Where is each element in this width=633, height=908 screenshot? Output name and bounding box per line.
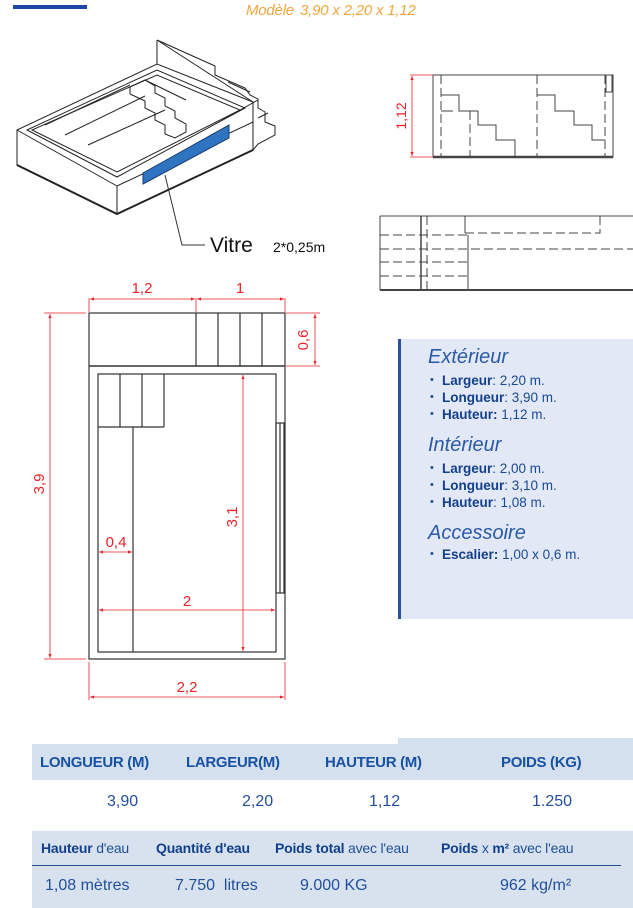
dimensions-table-row — [32, 780, 633, 824]
water-table-header — [32, 831, 621, 866]
value-weight: 1.250 — [532, 793, 573, 810]
exterior-title: Extérieur — [428, 346, 509, 368]
spec-item: • Largeur: 2,20 m. — [430, 372, 633, 389]
dim-total-width: 2,2 — [176, 679, 198, 696]
header-length: LONGUEUR (M) — [40, 753, 149, 771]
model-dimensions: 3,90 x 2,20 x 1,12 — [300, 2, 416, 19]
header-height: HAUTEUR (M) — [325, 753, 422, 771]
plan-dimensions — [44, 298, 320, 700]
value-height: 1,12 — [369, 793, 401, 810]
isometric-pool-drawing — [17, 40, 275, 245]
spec-item: • Hauteur: 1,12 m. — [430, 406, 633, 423]
value-width: 2,20 — [242, 793, 274, 810]
header-total-weight: Poids total avec l'eau — [275, 840, 409, 856]
value-length: 3,90 — [107, 793, 139, 810]
spec-item: • Largeur: 2,00 m. — [430, 460, 633, 477]
callout-label: Vitre — [210, 234, 253, 257]
value-water-quantity: 7.750 litres — [175, 877, 258, 894]
spec-item: • Longueur: 3,10 m. — [430, 477, 633, 494]
header-weight: POIDS (KG) — [501, 753, 582, 771]
value-water-height: 1,08 mètres — [45, 877, 130, 894]
spec-item: • Hauteur: 1,08 m. — [430, 494, 633, 511]
dim-inner-length: 3,1 — [224, 506, 241, 528]
section-height-dim: 1,12 — [393, 102, 409, 130]
spec-item: • Escalier: 1,00 x 0,6 m. — [430, 546, 633, 563]
exterior-list — [428, 372, 633, 423]
header-water-height: Hauteur d'eau — [41, 840, 130, 856]
value-total-weight: 9.000 KG — [300, 877, 368, 894]
model-label: Modèle — [246, 2, 294, 19]
dim-inner-width: 2 — [182, 593, 192, 610]
dimensions-table-header — [32, 744, 633, 780]
value-weight-per-m2: 962 kg/m² — [500, 877, 572, 894]
interior-title: Intérieur — [428, 434, 502, 456]
side-view — [380, 216, 633, 290]
dimensions-table — [32, 744, 633, 824]
header-weight-per-m2: Poids x m² avec l'eau — [441, 840, 574, 856]
water-table-row — [32, 867, 633, 905]
callout-size: 2*0,25m — [273, 239, 326, 255]
specs-panel — [398, 339, 633, 619]
header-width: LARGEUR(M) — [186, 753, 280, 771]
interior-list — [428, 460, 633, 511]
dim-top-right-width: 1 — [235, 280, 245, 297]
dim-bench-width: 0,4 — [105, 534, 127, 551]
water-table — [32, 831, 633, 908]
dim-total-length: 3,9 — [31, 473, 48, 495]
accessory-title: Accessoire — [428, 522, 526, 544]
accessory-list — [428, 546, 633, 563]
section-view — [433, 75, 613, 157]
dim-top-left-width: 1,2 — [131, 280, 153, 297]
spec-item: • Longueur: 3,90 m. — [430, 389, 633, 406]
header-water-quantity: Quantité d'eau — [156, 840, 250, 856]
dim-stair-depth: 0,6 — [295, 329, 312, 351]
